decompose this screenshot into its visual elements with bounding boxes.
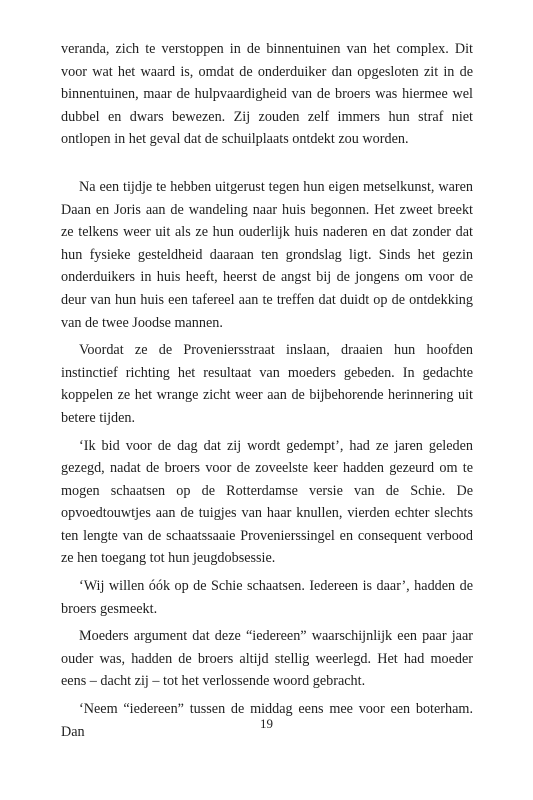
body-text — [61, 38, 473, 743]
page-number: 19 — [260, 716, 273, 731]
paragraph-7: ‘Neem “iedereen” tussen de middag eens mee voor een boterham. Dan — [61, 701, 473, 740]
paragraph-4: ‘Ik bid voor de dag dat zij wordt gedempt’, had ze jaren geleden gezegd, nadat de broers voor de zoveelste keer hadden gezeurd om te mogen schaatsen op de Rotterdamse versie van de Schie. De opvoedtouwtjes aan de tuigjes van haar knullen, vierden echter slechts ten lengte van de schaatssaaie Provenierssingel en consequent verbood ze hen toegang tot hun jeugdobsessie. — [61, 437, 473, 567]
paragraph-6: Moeders argument dat deze “iedereen” waarschijnlijk een paar jaar ouder was, hadden de broers altijd stellig weerlegd. Het had moeder eens – dacht zij – tot het verlossende woord gebracht. — [61, 628, 473, 690]
paragraph-1: veranda, zich te verstoppen in de binnentuinen van het complex. Dit voor wat het waard is, omdat de onderduiker dan opgesloten zit in de binnentuinen, maar de hulpvaardigheid van de broers was hiermee wel dubbel en dwars bewezen. Zij zouden zelf immers hun straf niet ontlopen in het geval dat de schuilplaats ontdekt zou worden. — [61, 41, 473, 148]
paragraph-2: Na een tijdje te hebben uitgerust tegen hun eigen metselkunst, waren Daan en Joris aan de wandeling naar huis begonnen. Het zweet breekt ze telkens weer uit als ze hun ouderlijk huis naderen en dat zonder dat hun fysieke gesteldheid daaraan ten grondslag ligt. Sinds het gezin onderduikers in huis heeft, heerst de angst bij de jongens om voor de deur van hun huis een tafereel aan te treffen dat duidt op de ontdekking van de twee Joodse mannen. — [61, 178, 473, 331]
paragraph-3: Voordat ze de Proveniersstraat inslaan, draaien hun hoofden instinctief richting het resultaat van moeders gebeden. In gedachte koppelen ze het wrange zicht weer aan de bijbehorende herinnering uit betere tijden. — [61, 342, 473, 426]
paragraph-5: ‘Wij willen óók op de Schie schaatsen. Iedereen is daar’, hadden de broers gesmeekt. — [61, 578, 473, 617]
